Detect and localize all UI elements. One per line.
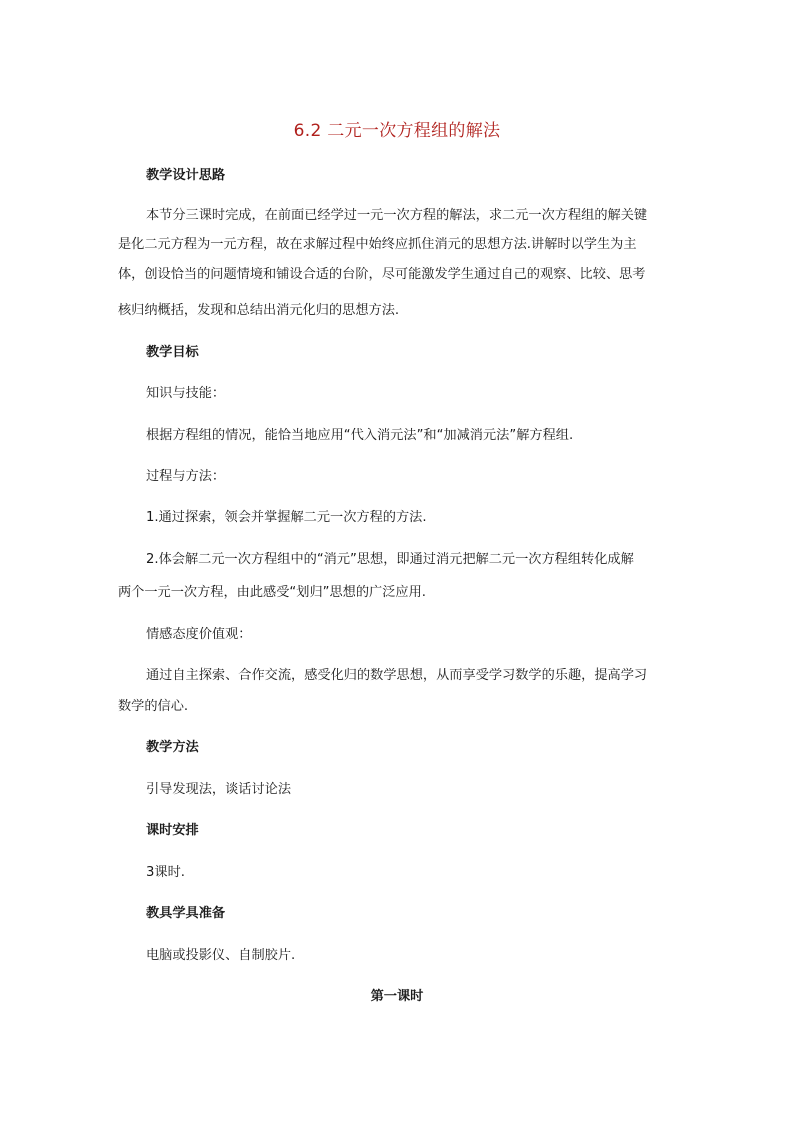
- process-item-1: 1.通过探索，领会并掌握解二元一次方程的方法.: [146, 510, 427, 525]
- goals-heading: 教学目标: [146, 345, 199, 360]
- method-text: 引导发现法，谈话讨论法: [146, 782, 292, 797]
- design-heading: 教学设计思路: [146, 168, 226, 183]
- lesson-1-heading: 第一课时: [370, 989, 424, 1004]
- knowledge-text: 根据方程组的情况，能恰当地应用“代入消元法”和“加减消元法”解方程组.: [146, 428, 574, 443]
- knowledge-label: 知识与技能：: [146, 386, 226, 401]
- design-paragraph-line-2: 是化二元方程为一元方程，故在求解过程中始终应抓住消元的思想方法.讲解时以学生为主: [118, 237, 637, 252]
- emotion-text-line-1: 通过自主探索、合作交流，感受化归的数学思想，从而享受学习数学的乐趣，提高学习: [146, 668, 648, 683]
- tools-heading: 教具学具准备: [146, 906, 226, 921]
- tools-text: 电脑或投影仪、自制胶片.: [146, 948, 296, 963]
- schedule-heading: 课时安排: [146, 823, 199, 838]
- emotion-text-line-2: 数学的信心.: [118, 699, 189, 714]
- method-heading: 教学方法: [146, 740, 199, 755]
- page-title: 6.2 二元一次方程组的解法: [293, 121, 501, 141]
- process-item-2-line-2: 两个一元一次方程，由此感受“划归”思想的广泛应用.: [118, 585, 426, 600]
- design-paragraph-line-4: 核归纳概括，发现和总结出消元化归的思想方法.: [118, 303, 400, 318]
- process-label: 过程与方法：: [146, 469, 226, 484]
- emotion-label: 情感态度价值观：: [146, 627, 252, 642]
- schedule-text: 3课时.: [146, 865, 185, 880]
- design-paragraph-line-1: 本节分三课时完成，在前面已经学过一元一次方程的解法，求二元一次方程组的解关键: [146, 208, 648, 223]
- process-item-2-line-1: 2.体会解二元一次方程组中的“消元”思想，即通过消元把解二元一次方程组转化成解: [146, 552, 634, 567]
- design-paragraph-line-3: 体，创设恰当的问题情境和铺设合适的台阶，尽可能激发学生通过自己的观察、比较、思考: [118, 267, 646, 282]
